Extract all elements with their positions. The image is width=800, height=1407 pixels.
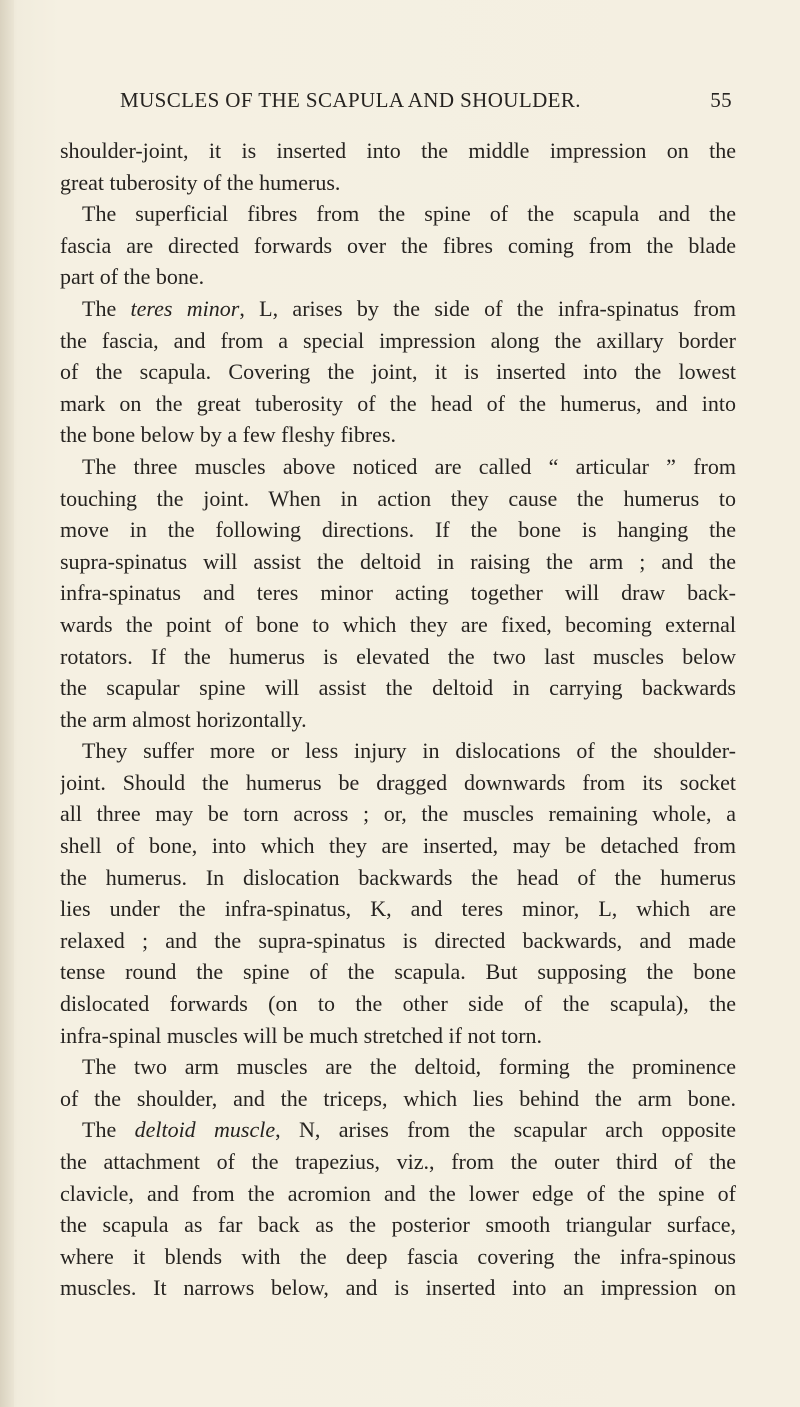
text-line: all three may be torn across ; or, the muscles remaining whole, a bbox=[60, 801, 736, 827]
text-line: the attachment of the trapezius, viz., from the outer third of the bbox=[60, 1149, 736, 1174]
page-gutter-shadow bbox=[0, 0, 14, 1407]
text-line: rotators. If the humerus is elevated the two last muscles below bbox=[60, 643, 736, 669]
text-line: infra-spinal muscles will be much stretched if not torn. bbox=[60, 1022, 543, 1048]
text-segment: The bbox=[82, 1117, 135, 1143]
text-segment: The bbox=[82, 295, 131, 321]
running-head: MUSCLES OF THE SCAPULA AND SHOULDER. bbox=[120, 88, 581, 112]
page-number: 55 bbox=[710, 88, 732, 112]
text-line: the scapula as far back as the posterior smooth triangular surface, bbox=[60, 1212, 736, 1238]
text-line: supra-spinatus will assist the deltoid in raising the arm ; and the bbox=[60, 548, 736, 574]
text-segment: , N, arises from the scapular arch opposite bbox=[275, 1117, 736, 1143]
text-line: relaxed ; and the supra-spinatus is directed backwards, and made bbox=[60, 927, 736, 953]
text-line: where it blends with the deep fascia covering the infra-spinous bbox=[60, 1243, 736, 1269]
italic-term: teres minor bbox=[130, 295, 240, 321]
text-line: the arm almost horizontally. bbox=[60, 706, 307, 732]
text-line bbox=[60, 293, 736, 325]
text-line: the humerus. In dislocation backwards the head of the humerus bbox=[60, 864, 736, 890]
text-line: great tuberosity of the humerus. bbox=[60, 169, 341, 195]
text-line: shoulder-joint, it is inserted into the middle impression on the bbox=[60, 138, 736, 163]
text-line: move in the following directions. If the bone is hanging the bbox=[60, 517, 736, 543]
text-line: The three muscles above noticed are called “ articular ” from bbox=[82, 453, 736, 479]
text-line: of the scapula. Covering the joint, it is inserted into the lowest bbox=[60, 359, 736, 385]
text-line: lies under the infra-spinatus, K, and teres minor, L, which are bbox=[60, 896, 736, 922]
text-line: dislocated forwards (on to the other side of the scapula), the bbox=[60, 991, 736, 1017]
text-line: of the shoulder, and the triceps, which lies behind the arm bone. bbox=[60, 1085, 736, 1111]
page-header bbox=[120, 88, 732, 122]
text-line: the scapular spine will assist the deltoid in carrying backwards bbox=[60, 675, 736, 701]
text-line: mark on the great tuberosity of the head of the humerus, and into bbox=[60, 390, 736, 416]
text-line: shell of bone, into which they are inserted, may be detached from bbox=[60, 833, 736, 859]
text-line: muscles. It narrows below, and is inserted into an impression on bbox=[60, 1275, 736, 1301]
text-line: They suffer more or less injury in dislocations of the shoulder- bbox=[82, 738, 736, 764]
text-line: fascia are directed forwards over the fibres coming from the blade bbox=[60, 232, 736, 258]
text-line: part of the bone. bbox=[60, 264, 205, 290]
text-line: joint. Should the humerus be dragged downwards from its socket bbox=[60, 769, 736, 795]
italic-term: deltoid muscle bbox=[134, 1117, 276, 1143]
text-segment: , L, arises by the side of the infra-spinatus from bbox=[239, 295, 736, 321]
text-line: the bone below by a few fleshy fibres. bbox=[60, 422, 397, 448]
text-line bbox=[60, 1114, 736, 1146]
text-line: The two arm muscles are the deltoid, forming the prominence bbox=[82, 1054, 736, 1080]
text-line: clavicle, and from the acromion and the lower edge of the spine of bbox=[60, 1180, 736, 1206]
text-line: The superficial fibres from the spine of the scapula and the bbox=[82, 201, 736, 227]
text-line: touching the joint. When in action they cause the humerus to bbox=[60, 485, 736, 511]
text-line: tense round the spine of the scapula. But supposing the bone bbox=[60, 959, 736, 985]
body-text bbox=[60, 135, 736, 1304]
text-line: wards the point of bone to which they are fixed, becoming external bbox=[60, 611, 736, 637]
text-line: the fascia, and from a special impression along the axillary border bbox=[60, 327, 736, 353]
text-line: infra-spinatus and teres minor acting together will draw back- bbox=[60, 580, 736, 606]
